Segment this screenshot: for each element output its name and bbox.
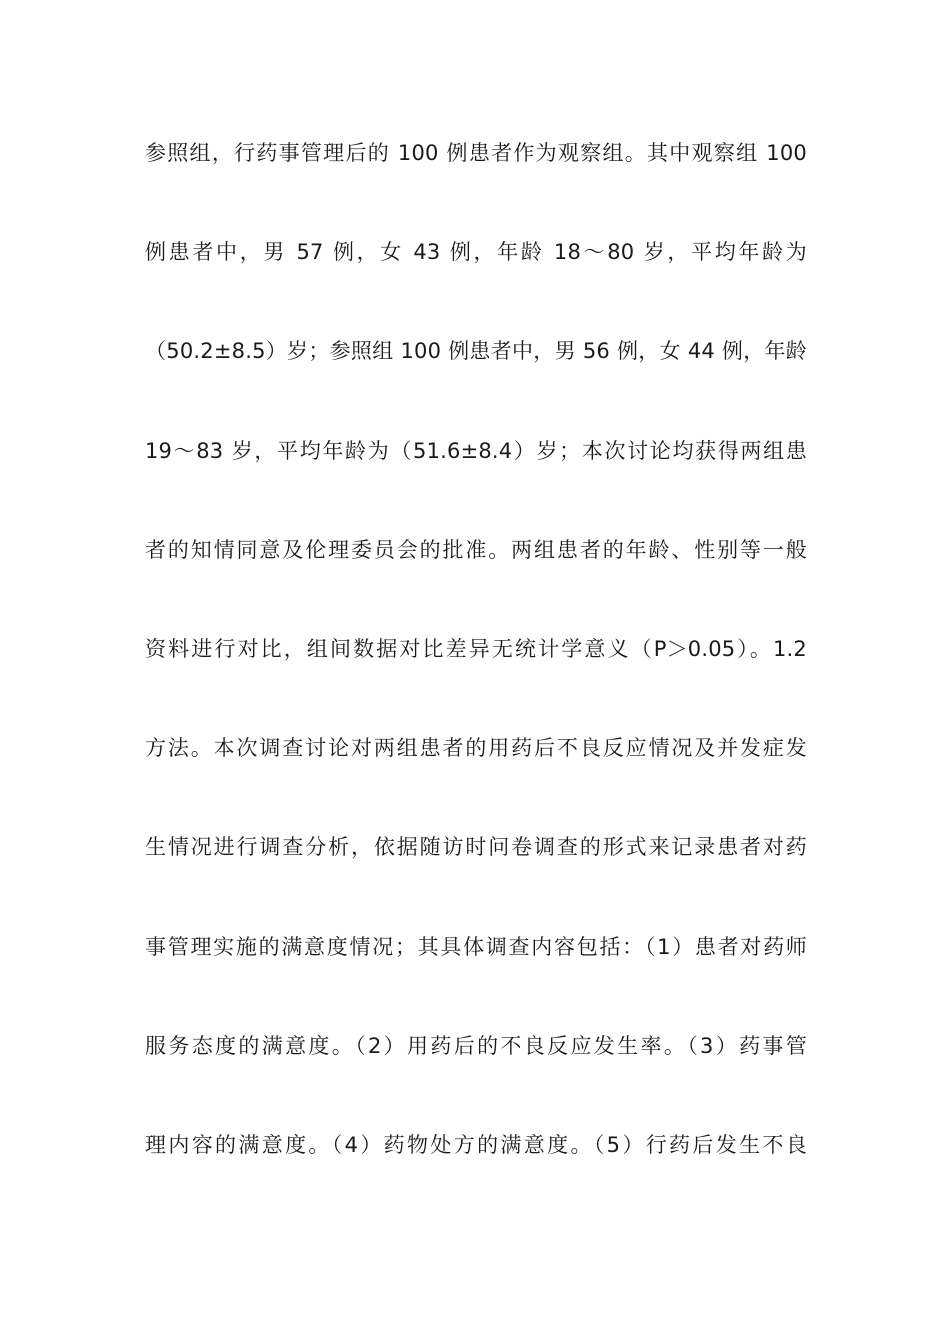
text-line: 服务态度的满意度。（2）用药后的不良反应发生率。（3）药事管 — [145, 1033, 807, 1058]
text-line: 19～83 岁，平均年龄为（51.6±8.4）岁；本次讨论均获得两组患 — [145, 438, 807, 463]
text-line: 事管理实施的满意度情况；其具体调查内容包括：（1）患者对药师 — [145, 934, 807, 959]
text-line: 例患者中，男 57 例，女 43 例，年龄 18～80 岁，平均年龄为 — [145, 240, 807, 265]
text-line: （50.2±8.5）岁；参照组 100 例患者中，男 56 例，女 44 例，年龄 — [145, 339, 807, 364]
text-line: 理内容的满意度。（4）药物处方的满意度。（5）行药后发生不良 — [145, 1132, 807, 1157]
text-line: 者的知情同意及伦理委员会的批准。两组患者的年龄、性别等一般 — [145, 537, 807, 562]
text-line: 参照组，行药事管理后的 100 例患者作为观察组。其中观察组 100 — [145, 141, 807, 165]
text-line: 生情况进行调查分析，依据随访时问卷调查的形式来记录患者对药 — [145, 835, 807, 860]
body-text — [145, 130, 807, 1221]
text-line: 方法。本次调查讨论对两组患者的用药后不良反应情况及并发症发 — [145, 736, 807, 761]
text-line: 资料进行对比，组间数据对比差异无统计学意义（P＞0.05）。1.2 — [145, 636, 807, 661]
